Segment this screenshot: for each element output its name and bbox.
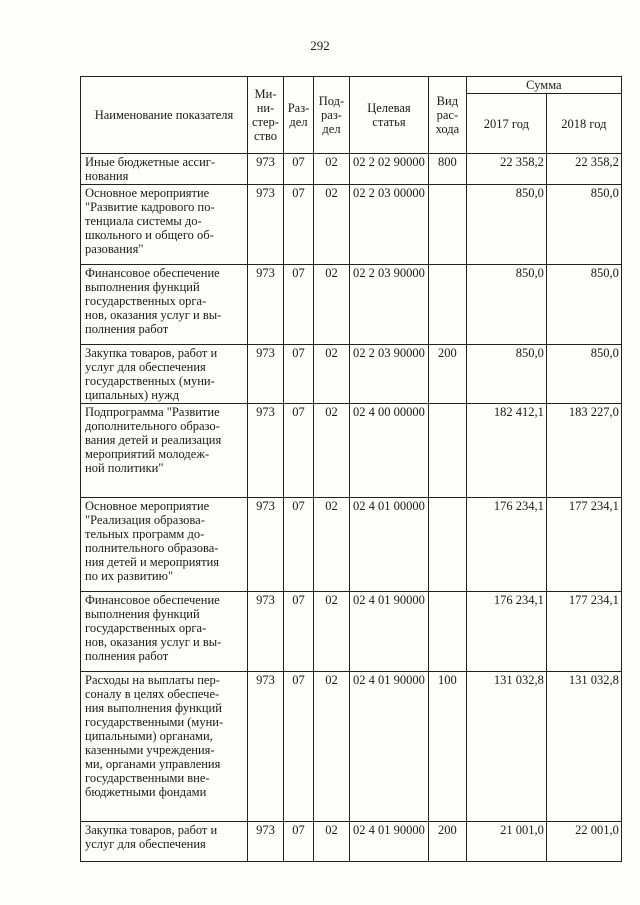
row-ministry: 973 xyxy=(248,185,284,265)
row-name: Закупка товаров, работ и услуг для обеспечения xyxy=(81,822,248,862)
row-subsection: 02 xyxy=(314,822,350,862)
table-row xyxy=(81,265,622,345)
row-subsection: 02 xyxy=(314,185,350,265)
table-row xyxy=(81,185,622,265)
header-section xyxy=(284,77,314,154)
row-name: Расходы на выплаты пер- соналу в целях обеспече- ния выполнения функций государственными (муни- ципальными) органами, казенными учреждения- ми, органами управления государственными вне- бюджетными фондами xyxy=(81,672,248,822)
header-name: Наименование показателя xyxy=(81,77,248,154)
row-target-item: 02 2 03 00000 xyxy=(350,185,429,265)
row-sum-2017: 182 412,1 xyxy=(466,404,546,498)
page-number: 292 xyxy=(310,38,330,53)
row-sum-2018: 22 358,2 xyxy=(546,154,621,185)
row-section: 07 xyxy=(284,345,314,404)
row-expense-type: 200 xyxy=(428,822,466,862)
row-subsection: 02 xyxy=(314,498,350,592)
row-sum-2017: 22 358,2 xyxy=(466,154,546,185)
row-sum-2018: 850,0 xyxy=(546,265,621,345)
row-section: 07 xyxy=(284,404,314,498)
row-name: Основное мероприятие "Реализация образова- тельных программ до- полнительного образова- ния детей и мероприятия по их развитию" xyxy=(81,498,248,592)
row-expense-type: 800 xyxy=(428,154,466,185)
row-section: 07 xyxy=(284,592,314,672)
row-expense-type: 100 xyxy=(428,672,466,822)
row-target-item: 02 4 01 90000 xyxy=(350,592,429,672)
table-row xyxy=(81,592,622,672)
row-sum-2017: 850,0 xyxy=(466,185,546,265)
row-sum-2018: 183 227,0 xyxy=(546,404,621,498)
row-ministry: 973 xyxy=(248,345,284,404)
header-section-text: Раз- дел xyxy=(287,101,310,129)
row-sum-2018: 177 234,1 xyxy=(546,592,621,672)
row-subsection: 02 xyxy=(314,672,350,822)
row-expense-type: 200 xyxy=(428,345,466,404)
row-ministry: 973 xyxy=(248,154,284,185)
row-section: 07 xyxy=(284,672,314,822)
row-expense-type xyxy=(428,592,466,672)
table-row xyxy=(81,822,622,862)
table-row xyxy=(81,345,622,404)
row-ministry: 973 xyxy=(248,822,284,862)
row-target-item: 02 4 01 90000 xyxy=(350,672,429,822)
row-target-item: 02 4 00 00000 xyxy=(350,404,429,498)
header-sum: Сумма xyxy=(466,77,621,94)
table-body xyxy=(81,154,622,862)
row-expense-type xyxy=(428,265,466,345)
row-section: 07 xyxy=(284,822,314,862)
row-target-item: 02 4 01 90000 xyxy=(350,822,429,862)
row-target-item: 02 2 03 90000 xyxy=(350,345,429,404)
row-subsection: 02 xyxy=(314,345,350,404)
row-expense-type xyxy=(428,498,466,592)
budget-table xyxy=(80,76,622,862)
row-expense-type xyxy=(428,185,466,265)
row-section: 07 xyxy=(284,154,314,185)
row-ministry: 973 xyxy=(248,498,284,592)
header-year-2017: 2017 год xyxy=(466,94,546,154)
row-name: Закупка товаров, работ и услуг для обеспечения государственных (муни- ципальных) нужд xyxy=(81,345,248,404)
header-expense-type xyxy=(428,77,466,154)
row-name: Основное мероприятие "Развитие кадрового по- тенциала системы до- школьного и общего об- разования" xyxy=(81,185,248,265)
row-sum-2017: 21 001,0 xyxy=(466,822,546,862)
table-row xyxy=(81,672,622,822)
row-sum-2017: 131 032,8 xyxy=(466,672,546,822)
row-sum-2018: 177 234,1 xyxy=(546,498,621,592)
row-sum-2018: 850,0 xyxy=(546,185,621,265)
row-ministry: 973 xyxy=(248,672,284,822)
row-subsection: 02 xyxy=(314,592,350,672)
header-ministry xyxy=(248,77,284,154)
header-target-item xyxy=(350,77,429,154)
header-target-item-text: Целевая статья xyxy=(367,101,411,129)
header-year-2018: 2018 год xyxy=(546,94,621,154)
row-sum-2018: 22 001,0 xyxy=(546,822,621,862)
table-row xyxy=(81,154,622,185)
row-subsection: 02 xyxy=(314,154,350,185)
row-target-item: 02 2 03 90000 xyxy=(350,265,429,345)
row-name: Финансовое обеспечение выполнения функций государственных орга- нов, оказания услуг и вы- полнения работ xyxy=(81,592,248,672)
header-expense-type-text: Вид рас- хода xyxy=(435,94,460,136)
row-sum-2017: 176 234,1 xyxy=(466,498,546,592)
row-target-item: 02 4 01 00000 xyxy=(350,498,429,592)
header-subsection xyxy=(314,77,350,154)
row-subsection: 02 xyxy=(314,265,350,345)
row-ministry: 973 xyxy=(248,265,284,345)
row-sum-2018: 850,0 xyxy=(546,345,621,404)
row-subsection: 02 xyxy=(314,404,350,498)
row-name: Иные бюджетные ассиг- нования xyxy=(81,154,248,185)
row-section: 07 xyxy=(284,498,314,592)
row-sum-2017: 176 234,1 xyxy=(466,592,546,672)
row-expense-type xyxy=(428,404,466,498)
table-row xyxy=(81,498,622,592)
row-ministry: 973 xyxy=(248,404,284,498)
row-section: 07 xyxy=(284,185,314,265)
row-target-item: 02 2 02 90000 xyxy=(350,154,429,185)
header-ministry-text: Ми- ни- стер- ство xyxy=(252,87,279,143)
row-sum-2017: 850,0 xyxy=(466,345,546,404)
row-name: Подпрограмма "Развитие дополнительного образо- вания детей и реализация мероприятий молодеж- ной политики" xyxy=(81,404,248,498)
row-ministry: 973 xyxy=(248,592,284,672)
table-row xyxy=(81,404,622,498)
row-name: Финансовое обеспечение выполнения функций государственных орга- нов, оказания услуг и вы- полнения работ xyxy=(81,265,248,345)
header-subsection-text: Под- раз- дел xyxy=(318,94,345,136)
row-sum-2017: 850,0 xyxy=(466,265,546,345)
row-section: 07 xyxy=(284,265,314,345)
row-sum-2018: 131 032,8 xyxy=(546,672,621,822)
